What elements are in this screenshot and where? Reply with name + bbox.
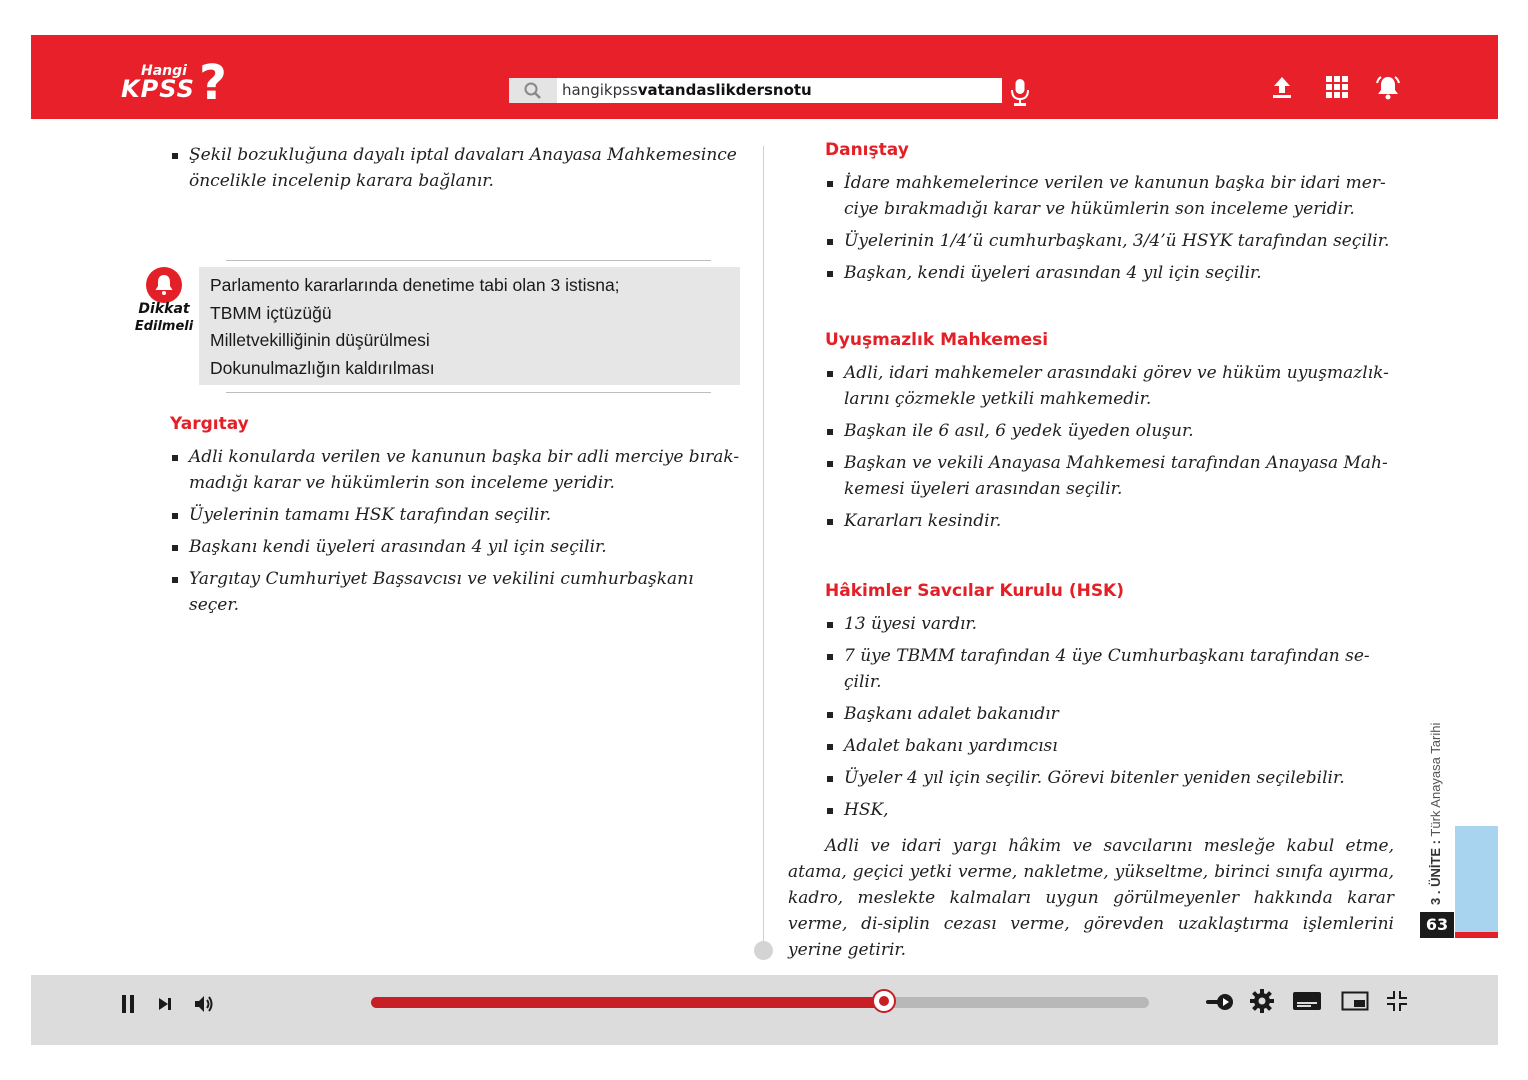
search-icon[interactable] (509, 78, 557, 103)
top-bar (31, 35, 1498, 119)
bell-icon[interactable] (1376, 75, 1400, 99)
search-bar[interactable] (509, 78, 1002, 103)
warning-line: Dokunulmazlığın kaldırılması (210, 357, 435, 378)
side-tab (1455, 826, 1498, 932)
warning-line: TBMM içtüzüğü (210, 302, 332, 323)
search-input[interactable] (562, 81, 812, 99)
logo-question-mark: ? (199, 55, 227, 111)
danistay-list (825, 170, 1395, 286)
section-title-hsk: Hâkimler Savcılar Kurulu (HSK) (825, 581, 1125, 601)
intro-list (170, 142, 740, 194)
list-item: Adli, idari mahkemeler arasındaki görev ve hüküm uyuşmazlık-larını çözmekle yetkili mahkemedir. (825, 360, 1395, 412)
uyusmazlik-section (825, 330, 1395, 540)
section-title-yargitay: Yargıtay (170, 414, 249, 434)
list-item: Adli konularda verilen ve kanunun başka bir adli merciye bırak-madığı karar ve hükümlerin son inceleme yeridir. (170, 444, 740, 496)
warning-line: Milletvekilliğinin düşürülmesi (210, 330, 430, 350)
autoplay-icon[interactable] (1205, 991, 1235, 1017)
divider-end-dot (754, 941, 773, 960)
hsk-section (825, 581, 1395, 829)
left-column (170, 140, 740, 200)
logo-small-text: Hangi (141, 63, 187, 79)
yargitay-list (170, 444, 740, 618)
warning-label: Dikkat (138, 301, 190, 317)
unit-subject: Türk Anayasa Tarihi (1428, 722, 1443, 837)
yargitay-section (170, 414, 740, 624)
column-divider (763, 146, 764, 946)
hsk-paragraph: Adli ve idari yargı hâkim ve savcılarını mesleğe kabul etme, atama, geçici yetki verme, nakletme, yükseltme, birinci sınıfa ayırma, kadro, meslekte kalmaları uygun görülmeyenler hakkında karar verme, di-siplin cezası verme, görevden uzaklaştırma işlemlerini yerine getirir. (788, 836, 1394, 960)
warning-bottom-rule (226, 392, 711, 393)
miniplayer-icon[interactable] (1341, 990, 1369, 1016)
list-item: Üyelerinin 1/4’ü cumhurbaşkanı, 3/4’ü HSYK tarafından seçilir. (825, 228, 1395, 254)
grid-icon[interactable] (1325, 75, 1349, 99)
list-item: HSK, (825, 797, 1395, 823)
page-number: 63 (1420, 912, 1454, 938)
warning-line: Parlamento kararlarında denetime tabi olan 3 istisna; (210, 275, 620, 295)
list-item: 13 üyesi vardır. (825, 611, 1395, 637)
next-icon[interactable] (157, 996, 173, 1016)
fullscreen-exit-icon[interactable] (1386, 990, 1408, 1016)
list-item: Kararları kesindir. (825, 508, 1395, 534)
warning-box (199, 267, 740, 385)
upload-icon[interactable] (1270, 75, 1294, 99)
list-item: Başkan ile 6 asıl, 6 yedek üyeden oluşur. (825, 418, 1395, 444)
list-item: Başkan, kendi üyeleri arasından 4 yıl için seçilir. (825, 260, 1395, 286)
list-item: Başkanı adalet bakanıdır (825, 701, 1395, 727)
section-title-danistay: Danıştay (825, 140, 909, 160)
list-item: Üyeler 4 yıl için seçilir. Görevi bitenler yeniden seçilebilir. (825, 765, 1395, 791)
list-item: Yargıtay Cumhuriyet Başsavcısı ve vekilini cumhurbaşkanı seçer. (170, 566, 740, 618)
uyusmazlik-list (825, 360, 1395, 534)
bell-alert-icon (146, 267, 182, 303)
list-item: Başkanı kendi üyeleri arasından 4 yıl için seçilir. (170, 534, 740, 560)
search-prefix: hangikpss (562, 81, 638, 99)
list-item: Başkan ve vekili Anayasa Mahkemesi tarafından Anayasa Mah-kemesi üyeleri arasından seçilir. (825, 450, 1395, 502)
unit-number: 3 . ÜNİTE : (1428, 839, 1443, 905)
microphone-icon[interactable] (1009, 77, 1031, 107)
progress-handle[interactable] (872, 989, 896, 1013)
progress-fill (371, 997, 884, 1008)
list-item: Üyelerinin tamamı HSK tarafından seçilir. (170, 502, 740, 528)
danistay-section (825, 140, 1395, 292)
section-title-uyusmazlik: Uyuşmazlık Mahkemesi (825, 330, 1049, 350)
warning-top-rule (226, 260, 711, 261)
unit-label (1428, 723, 1443, 905)
list-item: 7 üye TBMM tarafından 4 üye Cumhurbaşkanı tarafından se-çilir. (825, 643, 1395, 695)
logo[interactable] (121, 55, 241, 111)
list-item: Adalet bakanı yardımcısı (825, 733, 1395, 759)
warning-label-sub: Edilmeli (134, 319, 194, 334)
video-player-controls (31, 975, 1498, 1045)
settings-icon[interactable] (1250, 989, 1274, 1017)
list-item: Şekil bozukluğuna dayalı iptal davaları Anayasa Mahkemesince öncelikle incelenip karara bağlanır. (170, 142, 740, 194)
volume-icon[interactable] (193, 993, 215, 1019)
logo-big-text: KPSS (121, 75, 195, 103)
hsk-list (825, 611, 1395, 823)
side-tab-accent (1455, 932, 1498, 938)
pause-icon[interactable] (120, 993, 136, 1019)
search-query: vatandaslikdersnotu (637, 81, 812, 99)
subtitles-icon[interactable] (1292, 990, 1322, 1016)
progress-bar[interactable] (371, 997, 1149, 1008)
list-item: İdare mahkemelerince verilen ve kanunun başka bir idari mer-ciye bırakmadığı karar ve hükümlerin son inceleme yeridir. (825, 170, 1395, 222)
